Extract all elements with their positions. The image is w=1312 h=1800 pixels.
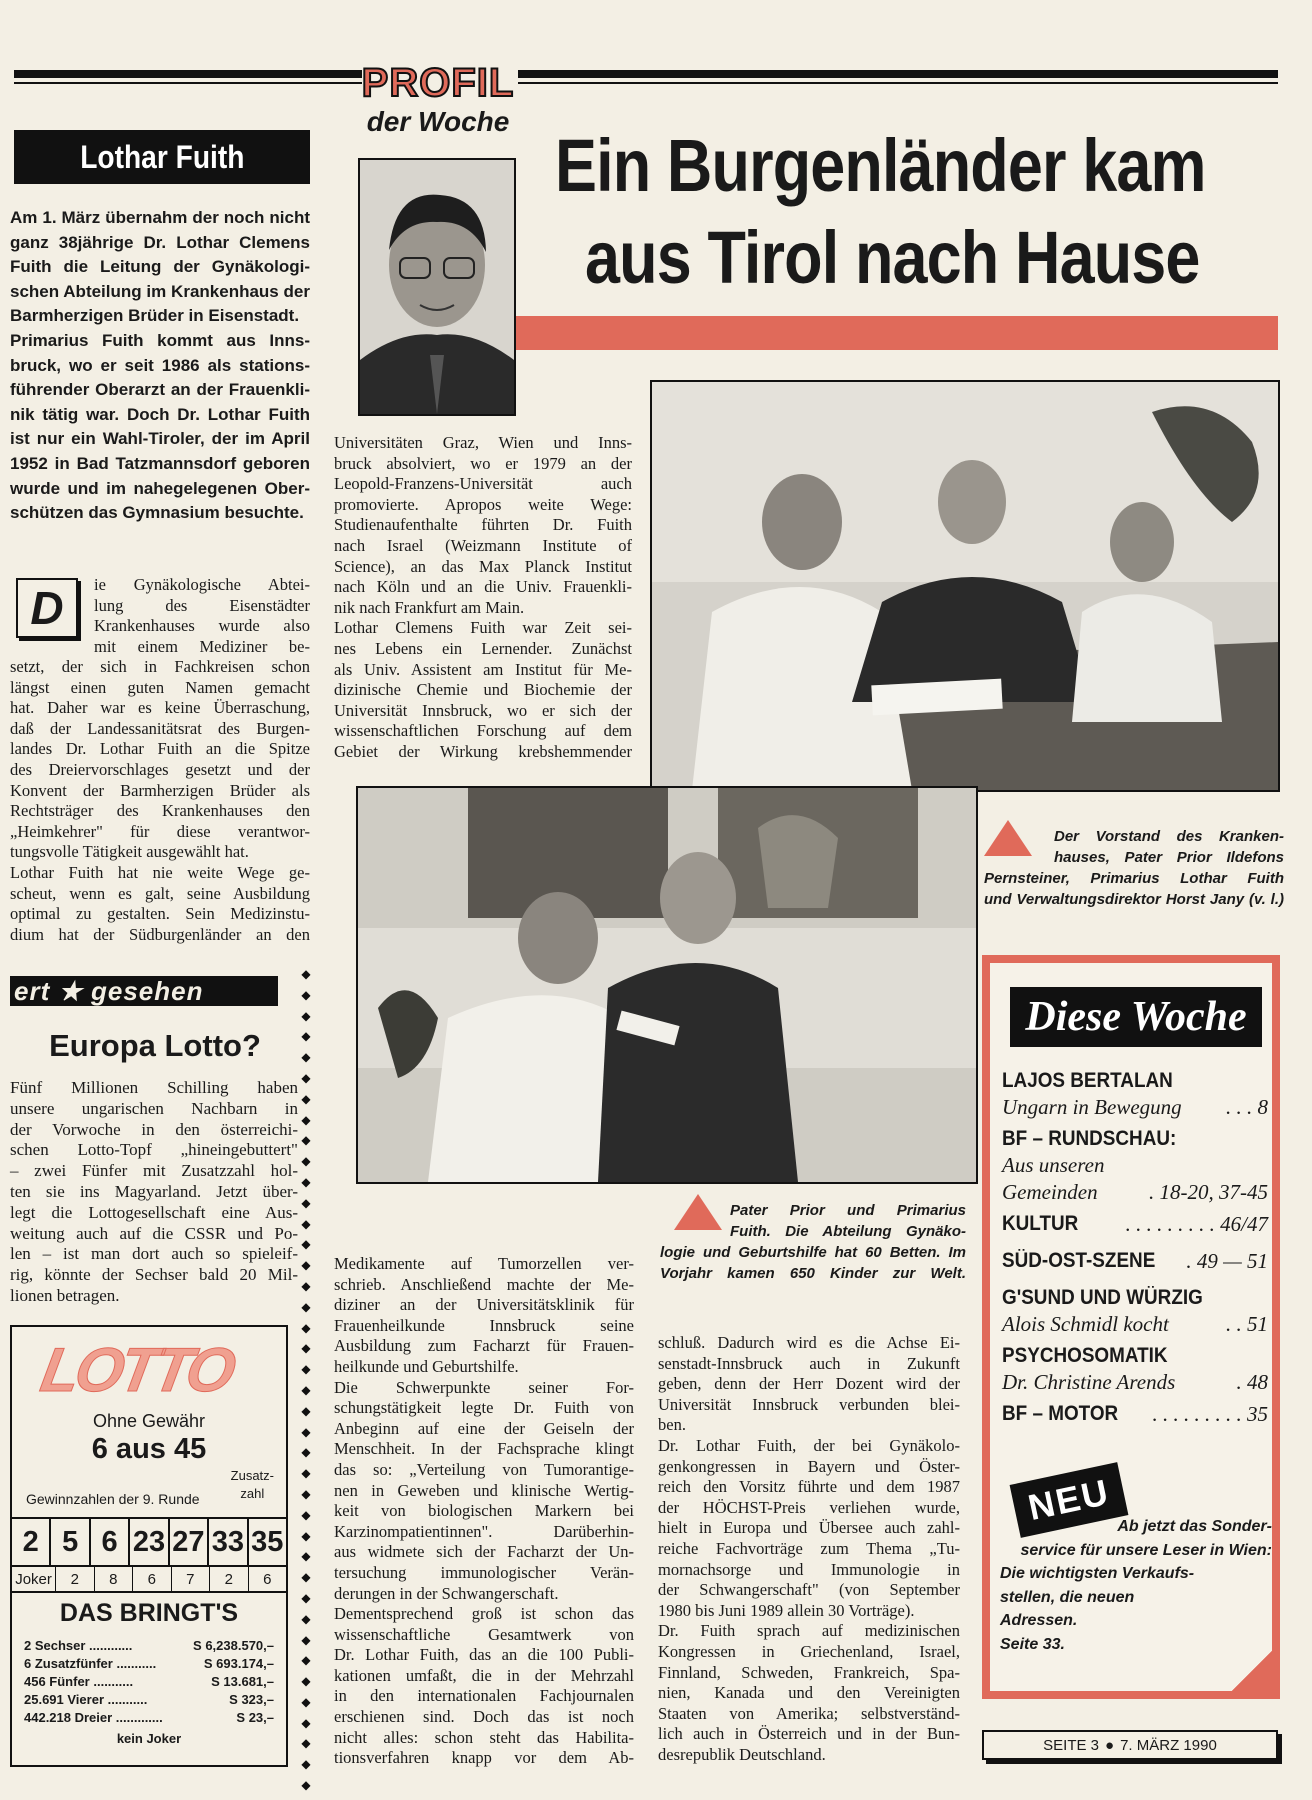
- lotto-prize-row: [24, 1655, 274, 1673]
- footer-box: [982, 1730, 1278, 1760]
- lotto-number: 5: [51, 1519, 90, 1565]
- diamond-icon: ◆: [301, 1070, 311, 1085]
- gesehen-banner-text: ert ★ gesehen: [14, 975, 204, 1006]
- headline-red-bar: [510, 316, 1278, 350]
- top-rule-right: [518, 70, 1278, 78]
- lotto-game: 6 aus 45: [91, 1433, 207, 1465]
- article-col1: [10, 657, 310, 945]
- neu-text-line: Ab jetzt das Sonder-: [1117, 1518, 1272, 1535]
- lotto-number: 33: [209, 1519, 248, 1565]
- lotto-runde: Gewinnzahlen der 9. Runde: [26, 1491, 200, 1507]
- caption-line: Pernsteiner, Primarius Lothar Fuith: [984, 870, 1284, 887]
- diamond-icon: ◆: [301, 1133, 311, 1148]
- lotto-zusatz: Zusatz-: [230, 1468, 274, 1483]
- article-line: mit einem Mediziner be-: [94, 636, 310, 656]
- gesehen-line: – zwei Fünfer mit Zusatzzahl hol-: [10, 1161, 298, 1181]
- lotto-number: 35: [251, 1525, 284, 1558]
- diamond-icon: ◆: [301, 1486, 311, 1501]
- lotto-logo: LOTTO: [35, 1336, 238, 1405]
- article-line: desrepublik Deutschland.: [658, 1744, 826, 1764]
- lotto-prize-value: S 6,238.570,–: [193, 1638, 274, 1653]
- diamond-icon: ◆: [301, 1653, 311, 1668]
- caption-line: und Verwaltungsdirektor Horst Jany (v. l.): [984, 891, 1284, 908]
- article-line: derungen in der Schwangerschaft.: [334, 1583, 559, 1603]
- lotto-number: 6: [91, 1519, 130, 1565]
- article-line: Dr. Lothar Fuith, der bei Gynäkolo-: [658, 1435, 960, 1455]
- toc-page: . . 51: [1226, 1312, 1268, 1336]
- article-line: der Schwangerschaft" (von September: [658, 1580, 960, 1600]
- article-line: aus widmete sich der Facharzt der Un-: [334, 1542, 634, 1562]
- lotto-prize-value: S 13.681,–: [211, 1674, 274, 1689]
- article-line: nicht alles: schon steht das Habilita-: [334, 1727, 634, 1747]
- gesehen-title: Europa Lotto?: [49, 1028, 261, 1063]
- gesehen-line: der Vorwoche in den österreichi-: [10, 1119, 298, 1139]
- article-line: diziner an der Universitätsklinik für: [334, 1295, 634, 1315]
- article-line: daß der Landessanitätsrat des Burgen-: [10, 718, 310, 738]
- diamond-icon: ◆: [301, 1112, 311, 1127]
- article-line: ie Gynäkologische Abtei-: [94, 575, 310, 594]
- article-line: Karzinompatientinnen". Darüberhin-: [334, 1521, 634, 1541]
- article-line: erschienen sind. Doch das ist noch: [334, 1707, 634, 1727]
- gesehen-line: rig, könnte der Sechser bald 20 Mil-: [10, 1265, 298, 1285]
- caption-line: Vorjahr kamen 650 Kinder zur Welt.: [660, 1265, 966, 1282]
- article-line: heilkunde und Geburtshilfe.: [334, 1356, 519, 1376]
- diamond-icon: ◆: [301, 1029, 311, 1044]
- diamond-icon: ◆: [301, 1216, 311, 1231]
- diamond-icon: ◆: [301, 1091, 311, 1106]
- top-rule-left: [14, 70, 362, 78]
- caption-line: logie und Geburtshilfe hat 60 Betten. Im: [660, 1244, 966, 1261]
- article-line: als Univ. Assistent am Institut für Me-: [334, 659, 632, 679]
- lotto-prizes: [24, 1637, 274, 1727]
- diamond-icon: ◆: [301, 1507, 311, 1522]
- neu-text-line: service für unsere Leser in Wien:: [1020, 1541, 1272, 1559]
- sidebar-lead-line: schützen das Gymnasium besuchte.: [10, 503, 304, 523]
- diamond-icon: ◆: [301, 1778, 311, 1793]
- lotto-joker-digit: 7: [172, 1567, 210, 1591]
- article-line: nik nach Frankfurt am Main.: [334, 597, 525, 617]
- article-line: 1980 bis Juni 1989 allein 30 Vorträge).: [658, 1600, 915, 1620]
- toc-sub: Dr. Christine Arends: [1002, 1370, 1176, 1394]
- lotto-number: 2: [12, 1519, 51, 1565]
- toc-item: [1002, 1067, 1268, 1119]
- article-line: optimal zu gestalten. Sein Medizinstu-: [10, 904, 310, 924]
- article-line: ben.: [658, 1415, 686, 1435]
- diamond-icon: ◆: [301, 1570, 311, 1585]
- caption-photo-top: [984, 826, 1284, 910]
- toc-item: [1002, 1284, 1268, 1336]
- toc-dots: . . . . . . . . .: [1152, 1402, 1247, 1426]
- lotto-number: 27: [170, 1519, 209, 1565]
- article-line: Dementsprechend groß ist schon das: [334, 1604, 634, 1624]
- toc-page: 49 — 51: [1196, 1249, 1268, 1273]
- lotto-joker-digit: 6: [263, 1570, 272, 1588]
- diese-woche-title: Diese Woche: [1025, 994, 1247, 1040]
- lotto-prize-label: 2 Sechser ............: [24, 1638, 133, 1653]
- sidebar-lead-line: Barmherzigen Brüder in Eisenstadt.: [10, 306, 300, 326]
- article-line: Studienaufenthalte führten Dr. Fuith: [334, 515, 632, 535]
- lotto-number: 23: [130, 1519, 169, 1565]
- lotto-bringts: DAS BRINGT'S: [59, 1599, 239, 1627]
- article-line: lung des Eisenstädter: [94, 595, 310, 615]
- sidebar-lead-line: wurde und im nahegelegenen Ober-: [10, 478, 310, 498]
- article-line: des Dreiervorschlages gesetzt und der: [10, 759, 310, 779]
- article-line: dium hat der Südburgenländer an den: [10, 924, 310, 944]
- article-line: Finnland, Schweden, Frankreich, Spa-: [658, 1662, 960, 1682]
- article-line: reiche Fachvorträge zum Thema „Tu-: [658, 1538, 960, 1558]
- diamond-icon: ◆: [301, 1549, 311, 1564]
- article-line: tungsvolle Tätigkeit ausgewählt hat.: [10, 842, 249, 862]
- toc-page: . . . 8: [1226, 1095, 1268, 1119]
- headline: [555, 120, 1285, 304]
- article-line: das so: „Verteilung von Tumorantige-: [334, 1459, 634, 1479]
- toc-sub: Gemeinden: [1002, 1180, 1098, 1204]
- headline-line-2: aus Tirol nach Hause: [585, 216, 1200, 299]
- diamond-icon: ◆: [301, 1757, 311, 1772]
- diamond-icon: ◆: [301, 967, 311, 981]
- gesehen-line: Fünf Millionen Schilling haben: [10, 1078, 298, 1097]
- article-line: Universität Innsbruck verbunden blei-: [658, 1394, 960, 1414]
- article-line: nien, Kanada und den Vereinigten: [658, 1683, 960, 1703]
- gesehen-line: unsere ungarischen Nachbarn in: [10, 1098, 298, 1118]
- diese-woche-box: [982, 955, 1280, 1699]
- toc-head: BF – MOTOR: [1002, 1402, 1119, 1425]
- gesehen-diamond-border: [298, 964, 314, 1793]
- article-line: Anbeginn auf eine der Geiseln der: [334, 1418, 634, 1438]
- gesehen-line: weitung auch auf die CSSR und Po-: [10, 1223, 298, 1243]
- diamond-icon: ◆: [301, 1174, 311, 1189]
- article-line: Science), an das Max Planck Institut: [334, 556, 632, 576]
- toc-head: SÜD-OST-SZENE: [1002, 1249, 1156, 1272]
- article-line: senstadt-Innsbruck auch in Zukunft: [658, 1353, 960, 1373]
- article-line: Dr. Fuith sprach auf medizinischen: [658, 1621, 960, 1641]
- gesehen-banner: [10, 976, 278, 1006]
- article-line: hielt in Europa und Übersee auch zahl-: [658, 1518, 960, 1538]
- profil-wordmark: PROFIL: [361, 61, 515, 105]
- diamond-icon: ◆: [301, 1466, 311, 1481]
- gesehen-line: len – ist man dort auch so spieleif-: [10, 1244, 298, 1264]
- lotto-prize-label: 6 Zusatzfünfer ...........: [24, 1656, 157, 1671]
- article-col1-indented: [94, 575, 310, 657]
- headline-line-1: Ein Burgenländer kam: [555, 124, 1206, 207]
- toc-page: 46/47: [1220, 1212, 1268, 1236]
- sidebar-name: Lothar Fuith: [79, 138, 245, 175]
- diamond-icon: ◆: [301, 1445, 311, 1460]
- article-line: nes Lebens ein Lernender. Zunächst: [334, 638, 632, 658]
- toc-head: LAJOS BERTALAN: [1002, 1069, 1173, 1092]
- diamond-icon: ◆: [301, 1528, 311, 1543]
- lotto-prize-value: S 23,–: [236, 1710, 274, 1725]
- lotto-prize-label: 442.218 Dreier .............: [24, 1710, 163, 1725]
- diamond-icon: ◆: [301, 1674, 311, 1689]
- diamond-icon: ◆: [301, 1154, 311, 1169]
- article-line: nach Köln und an die Univ. Frauenkli-: [334, 577, 632, 597]
- article-line: nach Israel (Weizmann Institute of: [334, 535, 632, 555]
- article-line: der HÖCHST-Preis verliehen wurde,: [658, 1497, 960, 1517]
- article-line: Ausbildung zum Facharzt für Frauen-: [334, 1336, 634, 1356]
- portrait-illustration: [360, 160, 514, 414]
- article-line: Staaten von Amerika; selbstverständ-: [658, 1703, 960, 1723]
- toc-item: [1002, 1247, 1268, 1278]
- lotto-prize-label: 456 Fünfer ...........: [24, 1674, 134, 1689]
- diamond-icon: ◆: [301, 1403, 311, 1418]
- article-line: Leopold-Franzens-Universität auch: [334, 474, 632, 494]
- article-line: tionsverfahren knapp vor dem Ab-: [334, 1748, 634, 1768]
- diese-woche-toc: [1002, 1067, 1268, 1437]
- toc-sub: Aus unseren: [1002, 1153, 1105, 1177]
- toc-page: . 48: [1236, 1370, 1268, 1394]
- toc-dots: . . . . . . . . .: [1125, 1212, 1221, 1236]
- article-line: kationen umfaßt, die in der Mehrzahl: [334, 1665, 634, 1685]
- diamond-icon: ◆: [301, 1632, 311, 1647]
- lotto-numbers-row: [12, 1517, 286, 1567]
- article-line: Konvent der Barmherzigen Brüder als: [10, 780, 310, 800]
- article-line: Lothar Fuith hat nie weite Wege ge-: [10, 862, 310, 882]
- toc-head: PSYCHOSOMATIK: [1002, 1344, 1168, 1367]
- article-line: tersuchung immunologischer Verän-: [334, 1562, 634, 1582]
- article-line: Die Schwerpunkte seiner For-: [334, 1377, 634, 1397]
- caption-line: Pater Prior und Primarius: [730, 1202, 966, 1219]
- article-line: landes Dr. Lothar Fuith an die Spitze: [10, 739, 310, 759]
- neu-text: [1000, 1515, 1272, 1656]
- sidebar-name-box: [14, 130, 310, 184]
- article-line: Dr. Lothar Fuith, das an die 100 Publi-: [334, 1645, 634, 1665]
- sidebar-lead: [10, 206, 310, 526]
- sidebar-lead-line: Primarius Fuith kommt aus Inns-: [10, 330, 310, 350]
- lotto-prize-row: [24, 1673, 274, 1691]
- article-line: Frauenheilkunde Innsbruck seine: [334, 1315, 634, 1335]
- lotto-prize-label: 25.691 Vierer ...........: [24, 1692, 148, 1707]
- article-line: schungstätigkeit legte Dr. Fuith von: [334, 1398, 634, 1418]
- article-line: schrieb. Anschließend machte der Me-: [334, 1274, 634, 1294]
- article-line: geben, denn der Herr Dozent wird der: [658, 1374, 960, 1394]
- diamond-icon: ◆: [301, 987, 311, 1002]
- lotto-joker-row: [12, 1567, 286, 1593]
- article-line: lich auch in Österreich und in der Bun-: [658, 1724, 960, 1744]
- toc-item: [1002, 1400, 1268, 1431]
- article-line: nen in Geweben und klinische Wertig-: [334, 1480, 634, 1500]
- neu-text-line: Adressen.: [1000, 1612, 1078, 1629]
- toc-item: [1002, 1125, 1268, 1204]
- diese-woche-title-box: [1010, 987, 1262, 1047]
- page-curl-icon: [1232, 1651, 1272, 1691]
- article-line: Medikamente auf Tumorzellen ver-: [334, 1254, 634, 1273]
- profil-logo: [358, 60, 518, 138]
- article-line: wissenschaftliche Gesamtwerk von: [334, 1624, 634, 1644]
- sidebar-lead-line: nik tätig war. Doch Dr. Lothar Fuith: [10, 404, 310, 424]
- caption-line: Der Vorstand des Kranken-: [1054, 828, 1284, 845]
- sidebar-lead-line: Am 1. März übernahm der noch nicht: [10, 208, 310, 227]
- article-line: reich den Vorsitz führte und dem 1987: [658, 1477, 960, 1497]
- sidebar-lead-line: schen Abteilung im Krankenhaus der: [10, 281, 310, 301]
- article-line: Gebiet der Wirkung krebshemmender: [334, 741, 632, 761]
- lotto-kein-joker: kein Joker: [116, 1731, 182, 1746]
- lotto-zusatz-label: [231, 1467, 274, 1503]
- article-line: Rechtsträger des Krankenhauses den: [10, 801, 310, 821]
- diamond-icon: ◆: [301, 1278, 311, 1293]
- footer-datum: 7. MÄRZ 1990: [1120, 1736, 1217, 1754]
- diamond-icon: ◆: [301, 1590, 311, 1605]
- lotto-prize-value: S 323,–: [229, 1692, 274, 1707]
- neu-text-line: Seite 33.: [1000, 1635, 1065, 1653]
- diamond-icon: ◆: [301, 1341, 311, 1356]
- article-line: setzt, der sich in Fachkreisen schon: [10, 657, 310, 676]
- neu-text-line: stellen, die neuen: [1000, 1588, 1135, 1606]
- diamond-icon: ◆: [301, 1715, 311, 1730]
- article-col2-top: [334, 433, 632, 763]
- gesehen-line: ten sie ins Magyarland. Jetzt über-: [10, 1181, 298, 1201]
- diamond-icon: ◆: [301, 1736, 311, 1751]
- lotto-joker-digit: 2: [56, 1567, 94, 1591]
- article-line: promovierte. Apropos weite Wege:: [334, 494, 632, 514]
- gesehen-body: [10, 1078, 298, 1307]
- board-meeting-illustration: [652, 382, 1278, 790]
- sidebar-lead-line: ganz 38jährige Dr. Lothar Clemens: [10, 232, 310, 252]
- diamond-icon: ◆: [301, 1299, 311, 1314]
- dropcap: D: [30, 582, 64, 634]
- article-line: hat. Daher war es keine Überraschung,: [10, 698, 310, 718]
- article-line: Universität Innsbruck, wo er sich der: [334, 700, 632, 720]
- article-line: genkongressen in Bayern und Öster-: [658, 1456, 960, 1476]
- article-line: dizinische Chemie und Biochemie der: [334, 680, 632, 700]
- article-line: mornachsorge und Immunologie in: [658, 1559, 960, 1579]
- article-col2-bottom: [334, 1254, 634, 1769]
- diamond-icon: ◆: [301, 1694, 311, 1709]
- caption-line: Fuith. Die Abteilung Gynäko-: [730, 1223, 966, 1240]
- toc-sub: Alois Schmidl kocht: [1002, 1312, 1169, 1336]
- article-line: scheut, wenn es galt, seine Ausbildung: [10, 883, 310, 903]
- dropcap-box: [16, 578, 78, 638]
- caption-photo-bottom: [660, 1200, 966, 1284]
- diamond-icon: ◆: [301, 1362, 311, 1377]
- lotto-prize-row: [24, 1691, 274, 1709]
- article-line: längst einen guten Namen gemacht: [10, 677, 310, 697]
- gesehen-line: legt die Lottogesellschaft eine Aus-: [10, 1202, 298, 1222]
- top-rule-left-thin: [14, 82, 362, 84]
- portrait-photo: [358, 158, 516, 416]
- article-line: Menschheit. In der Fachsprache klingt: [334, 1439, 634, 1459]
- article-line: wissenschaftlichen Forschung auf dem: [334, 721, 632, 741]
- photo-handshake: [356, 786, 978, 1184]
- der-woche-label: der Woche: [366, 106, 510, 137]
- lotto-joker-digit: 6: [133, 1567, 171, 1591]
- toc-page: . 18-20, 37-45: [1149, 1180, 1268, 1204]
- gesehen-line: lionen betragen.: [10, 1285, 120, 1305]
- diamond-icon: ◆: [301, 1611, 311, 1626]
- lotto-prize-row: [24, 1637, 274, 1655]
- photo-board-meeting: [650, 380, 1280, 792]
- article-line: bruck absolviert, wo er 1979 an der: [334, 453, 632, 473]
- lotto-zahl: zahl: [240, 1486, 265, 1501]
- diamond-icon: ◆: [301, 1195, 311, 1210]
- toc-dots: .: [1186, 1249, 1197, 1273]
- lotto-joker-label: Joker: [12, 1567, 56, 1591]
- neu-text-line: Die wichtigsten Verkaufs-: [1000, 1565, 1195, 1582]
- article-line: „Heimkehrer" für diese verantwor-: [10, 821, 310, 841]
- toc-head: G'SUND UND WÜRZIG: [1002, 1286, 1203, 1309]
- lotto-joker-digit: 2: [210, 1567, 248, 1591]
- lotto-ohne-gewaehr: Ohne Gewähr: [92, 1411, 206, 1431]
- neu-label: NEU: [1024, 1470, 1114, 1529]
- article-line: in den internationalen Fachjournalen: [334, 1686, 634, 1706]
- article-line: schluß. Dadurch wird es die Achse Ei-: [658, 1333, 960, 1352]
- gesehen-line: schen Lotto-Topf „hineingebuttert": [10, 1140, 298, 1160]
- diamond-icon: ◆: [301, 1008, 311, 1023]
- lotto-prize-value: S 693.174,–: [203, 1656, 274, 1671]
- article-line: Kongressen in Griechenland, Israel,: [658, 1641, 960, 1661]
- diamond-icon: ◆: [301, 1237, 311, 1252]
- diamond-icon: ◆: [301, 1320, 311, 1335]
- top-rule-right-thin: [518, 82, 1278, 84]
- sidebar-lead-line: bruck, wo er seit 1986 als stations-: [10, 355, 310, 375]
- article-line: keit von biologischen Markern bei: [334, 1501, 634, 1521]
- toc-sub: Ungarn in Bewegung: [1002, 1095, 1182, 1119]
- sidebar-lead-line: Fuith die Leitung der Gynäkologi-: [10, 257, 310, 277]
- article-line: Krankenhauses wurde also: [94, 616, 310, 636]
- sidebar-lead-line: führender Oberarzt an der Frauenkli-: [10, 380, 310, 400]
- handshake-illustration: [358, 788, 976, 1182]
- toc-item: [1002, 1210, 1268, 1241]
- caption-line: hauses, Pater Prior Ildefons: [1054, 849, 1284, 866]
- diamond-icon: ◆: [301, 1424, 311, 1439]
- footer-bullet-icon: ●: [1105, 1736, 1115, 1754]
- article-line: Lothar Clemens Fuith war Zeit sei-: [334, 618, 632, 638]
- diamond-icon: ◆: [301, 1382, 311, 1397]
- lotto-joker-digit: 8: [95, 1567, 133, 1591]
- article-col3: [658, 1333, 960, 1765]
- toc-head: KULTUR: [1002, 1212, 1079, 1235]
- toc-page: 35: [1247, 1402, 1268, 1426]
- toc-head: BF – RUNDSCHAU:: [1002, 1127, 1177, 1150]
- toc-item: [1002, 1342, 1268, 1394]
- sidebar-lead-line: ist nur ein Wahl-Tiroler, der im April: [10, 429, 310, 449]
- article-line: Universitäten Graz, Wien und Inns-: [334, 433, 632, 452]
- sidebar-lead-line: 1952 in Bad Tatzmannsdorf geboren: [10, 453, 310, 473]
- diamond-icon: ◆: [301, 1258, 311, 1273]
- lotto-box: [10, 1325, 288, 1767]
- footer-seite: SEITE 3: [1043, 1736, 1100, 1754]
- diamond-icon: ◆: [301, 1050, 311, 1065]
- lotto-prize-row: [24, 1709, 274, 1727]
